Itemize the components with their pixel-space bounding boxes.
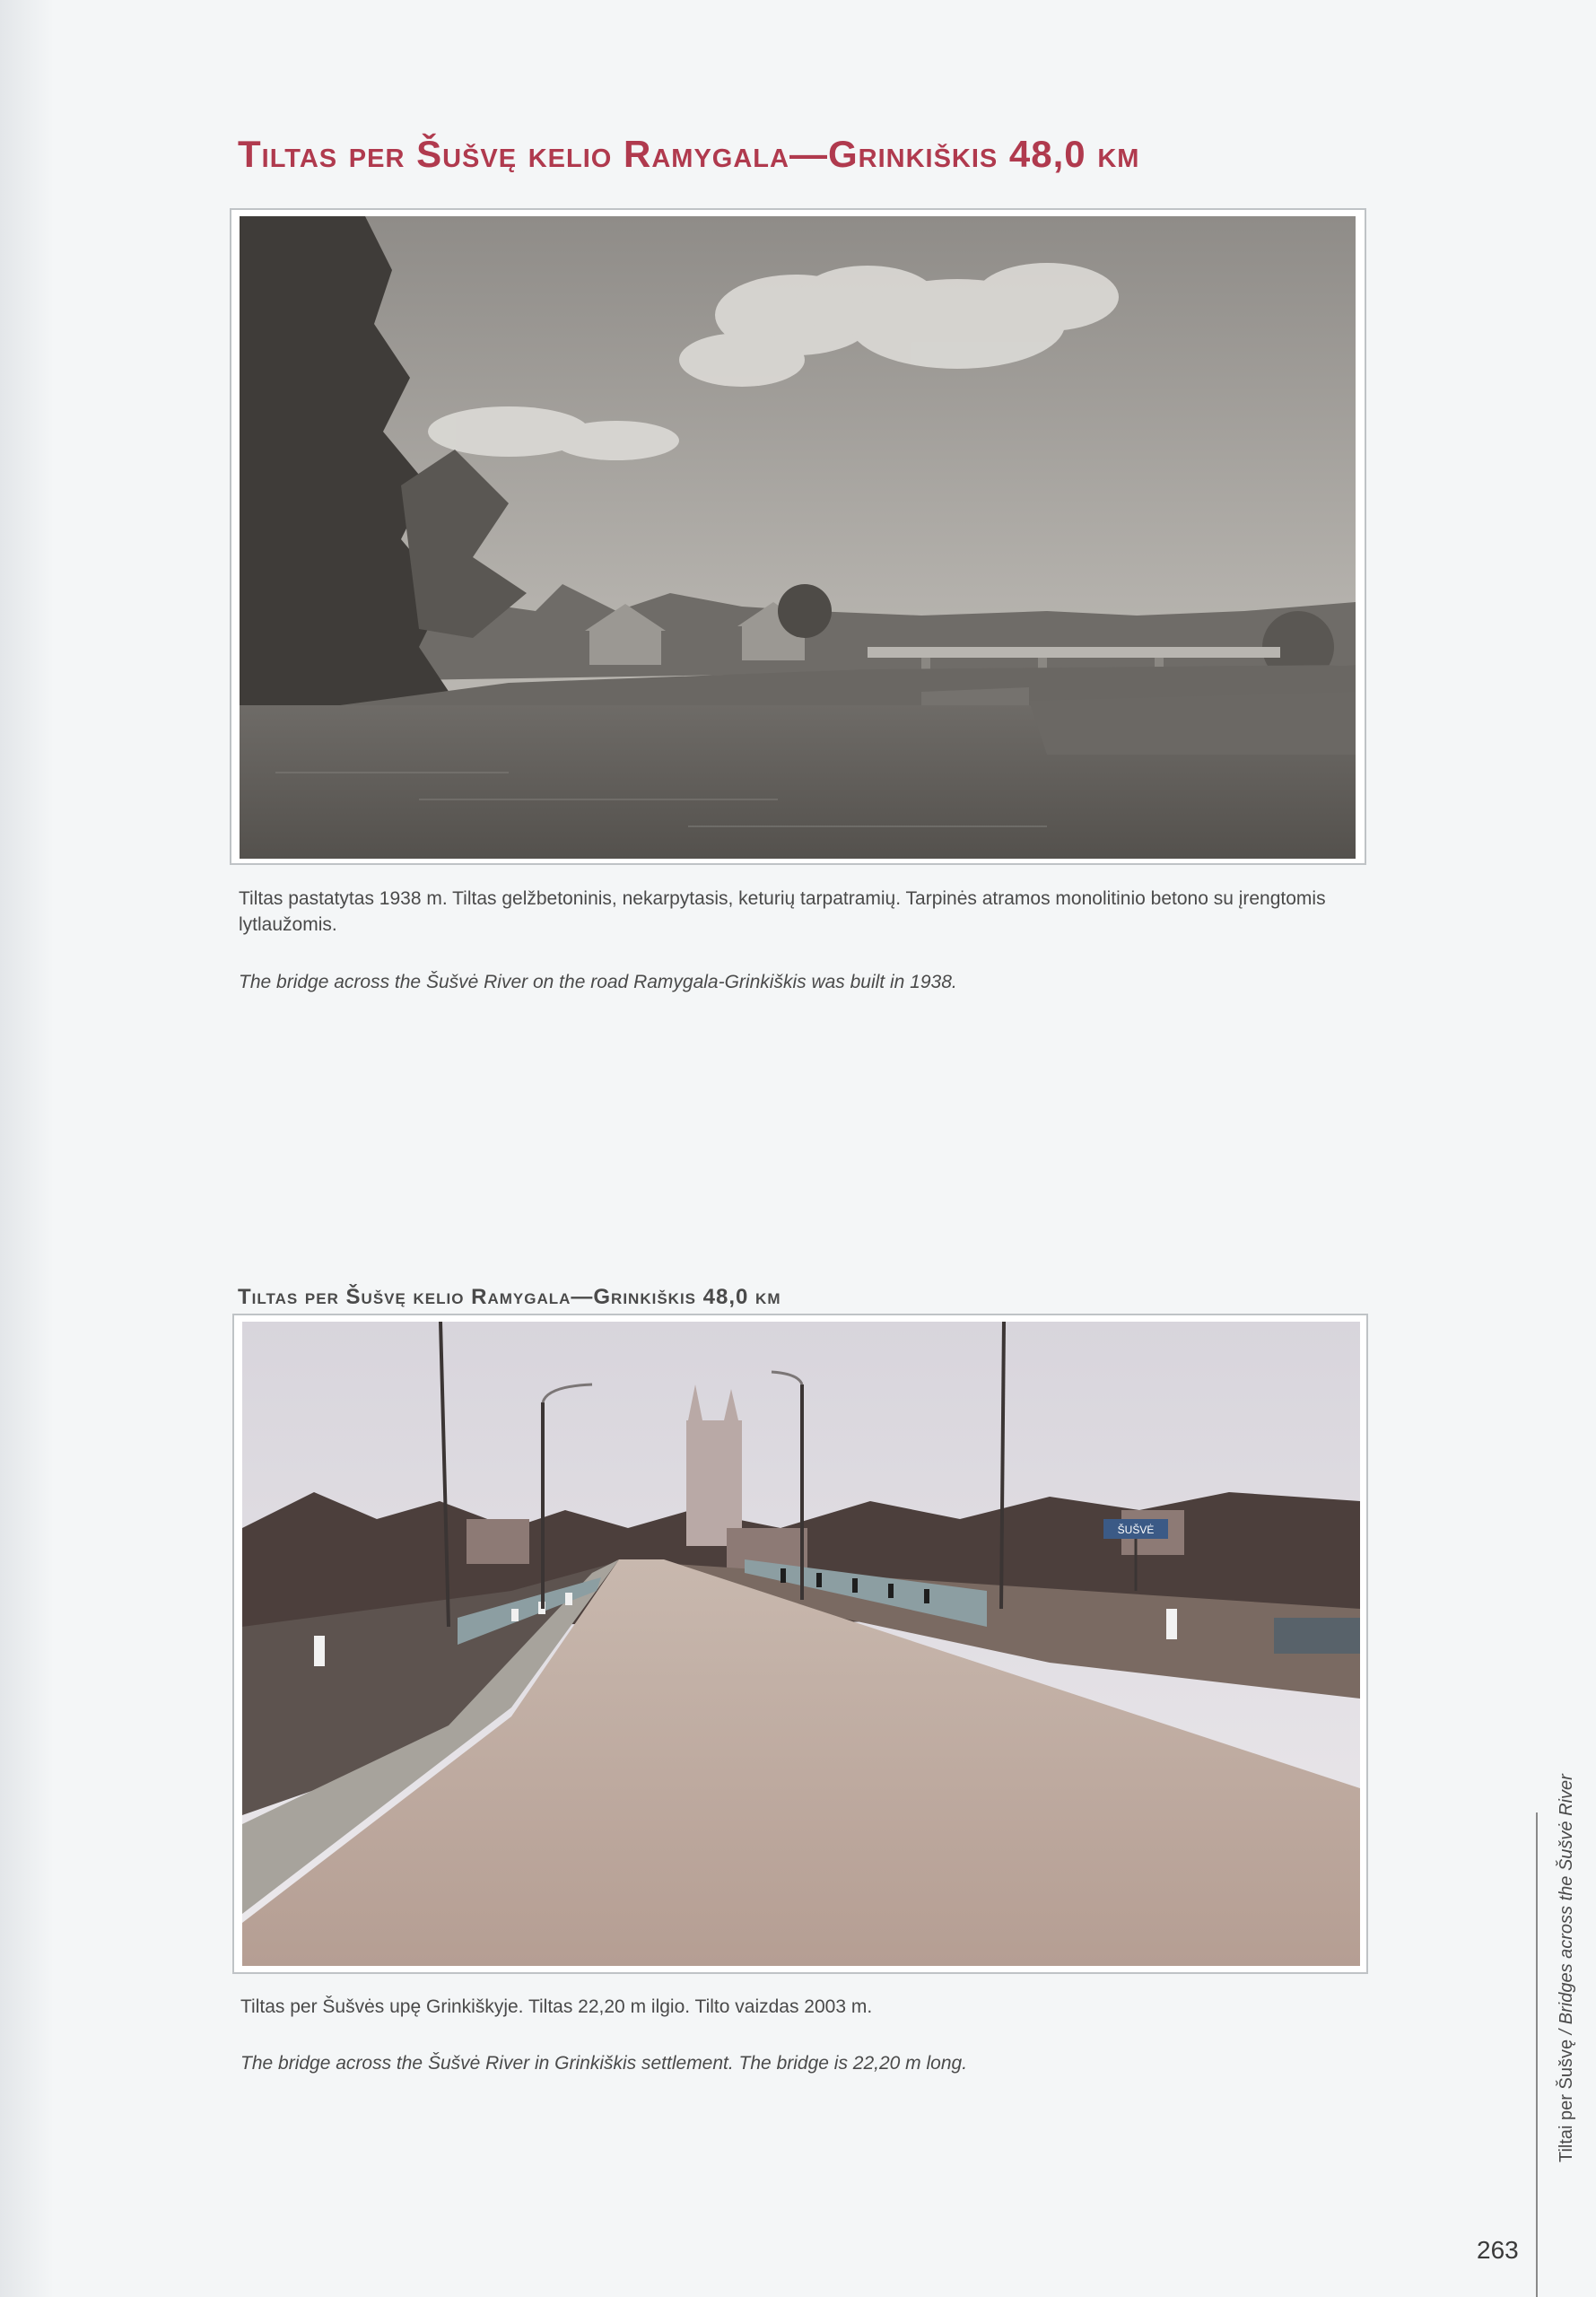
section-2-caption-en: The bridge across the Šušvė River in Grinkiškis settlement. The bridge is 22,20 m long. [240, 2053, 968, 2074]
section-1-caption-en: The bridge across the Šušvė River on the road Ramygala-Grinkiškis was built in 1938. [239, 972, 957, 992]
running-head-en: Bridges across the Šušvė River [1557, 1774, 1576, 2025]
page-number: 263 [1477, 2236, 1519, 2264]
section-1-photo-frame [230, 208, 1366, 865]
road-sign-text: ŠUŠVĖ [1117, 1524, 1155, 1536]
section-1-title: Tiltas per Šušvę kelio Ramygala—Grinkiškis 48,0 km [238, 133, 1140, 175]
section-2-caption-lt: Tiltas per Šušvės upę Grinkiškyje. Tiltas 22,20 m ilgio. Tilto vaizdas 2003 m. [240, 1996, 873, 2017]
bridge-1938-photo-image [240, 216, 1356, 859]
section-1-caption-lt: Tiltas pastatytas 1938 m. Tiltas gelžbetoninis, nekarpytasis, keturių tarpatramių. Tarpinės atramos monolitinio betono su įrengtomis lytlaužomis. [239, 888, 1326, 935]
bridge-2003-photo-image [242, 1322, 1360, 1966]
running-head-rule [1536, 1812, 1538, 2297]
section-1-photo [240, 216, 1356, 859]
running-head-lt: Tiltai per Šušvę [1557, 2039, 1576, 2162]
section-2-title: Tiltas per Šušvę kelio Ramygala—Grinkiškis 48,0 km [238, 1285, 781, 1309]
section-2-photo-frame [232, 1314, 1368, 1974]
running-head [1557, 1774, 1577, 2162]
page-gutter-shade [0, 0, 54, 2297]
section-2-photo [242, 1322, 1360, 1966]
running-head-separator: / [1557, 2024, 1576, 2039]
